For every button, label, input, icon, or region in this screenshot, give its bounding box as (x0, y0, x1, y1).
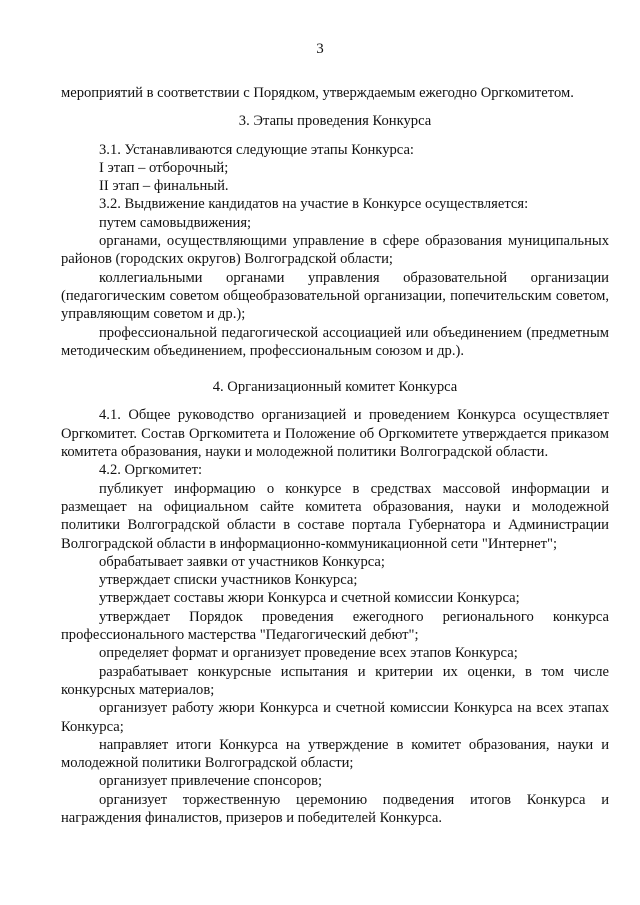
paragraph: обрабатывает заявки от участников Конкурса; (99, 553, 385, 570)
section-heading-3: 3. Этапы проведения Конкурса (238, 113, 432, 130)
paragraph: определяет формат и организует проведение всех этапов Конкурса; (99, 645, 518, 662)
paragraph: профессиональной педагогической ассоциацией или объединением (предметным методическим объединением, профессиональным союзом и др.). (61, 324, 609, 359)
page-number: 3 (316, 41, 324, 57)
paragraph-continuation: мероприятий в соответствии с Порядком, утверждаемым ежегодно Оргкомитетом. (61, 85, 574, 101)
paragraph: утверждает списки участников Конкурса; (99, 572, 358, 589)
document-body (61, 84, 609, 827)
paragraph: утверждает Порядок проведения ежегодного регионального конкурса профессионального мастерства "Педагогический дебют"; (61, 608, 609, 644)
paragraph: 3.2. Выдвижение кандидатов на участие в Конкурсе осуществляется: (99, 196, 529, 213)
paragraph: II этап – финальный. (99, 178, 229, 195)
paragraph: I этап – отборочный; (99, 159, 229, 176)
paragraph: 4.1. Общее руководство организацией и проведением Конкурса осуществляет Оргкомитет. Состав Оргкомитета и Положение об Оргкомитете утверждается приказом комитета образования, науки и молодежной политики Волгоградской области. (61, 407, 609, 461)
paragraph: путем самовыдвижения; (99, 214, 252, 231)
paragraph: разрабатывает конкурсные испытания и критерии их оценки, в том числе конкурсных материалов; (61, 663, 609, 698)
paragraph: 3.1. Устанавливаются следующие этапы Конкурса: (99, 141, 414, 158)
paragraph: органами, осуществляющими управление в сфере образования муниципальных районов (городских округов) Волгоградской области; (61, 233, 609, 268)
paragraph: организует работу жюри Конкурса и счетной комиссии Конкурса на всех этапах Конкурса; (61, 700, 609, 735)
paragraph: организует привлечение спонсоров; (99, 773, 323, 790)
paragraph: организует торжественную церемонию подведения итогов Конкурса и награждения финалистов, призеров и победителей Конкурса. (61, 791, 609, 826)
paragraph: коллегиальными органами управления образовательной организации (педагогическим советом общеобразовательной организации, попечительским советом, управляющим советом и др.); (61, 269, 609, 323)
section-heading-4: 4. Организационный комитет Конкурса (212, 379, 458, 396)
paragraph: направляет итоги Конкурса на утверждение в комитет образования, науки и молодежной политики Волгоградской области; (61, 736, 609, 772)
paragraph: утверждает составы жюри Конкурса и счетной комиссии Конкурса; (99, 590, 520, 607)
paragraph: публикует информацию о конкурсе в средствах массовой информации и размещает на официальном сайте комитета образования, науки и молодежной политики Волгоградской области в составе портала Губернатора и Администрации Волгоградской области в информационно-коммуникационной сети "Интернет"; (61, 480, 609, 552)
paragraph: 4.2. Оргкомитет: (99, 462, 203, 479)
